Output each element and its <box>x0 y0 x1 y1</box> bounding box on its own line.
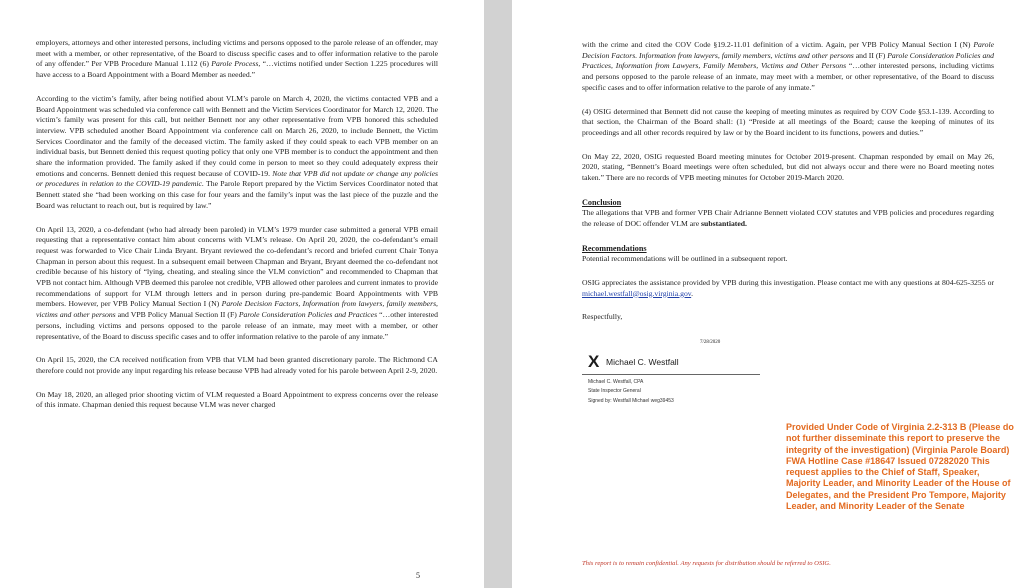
paragraph-text: On April 15, 2020, the CA received notification from VPB that VLM had been granted discretionary parole. The Richmond CA therefore could not provide any input regarding his release because VPB had already voted for his parole between April 2-9, 2020. <box>36 355 438 375</box>
paragraph-text: On April 13, 2020, a co-defendant (who had already been paroled) in VLM’s 1979 murder case submitted a general VPB email requesting that a representative contact him about concerns with VLM’s release. On April 20, 2020, the co-defendant’s email request was forwarded to Vice Chair Linda Bryant. Bryant reviewed the co-defendant’s record and briefed current Chair Tonya Chapman in person about this request. In a subsequent email between Chapman and Bryant, Bryant deemed the co-defendant not credible because of his history of “lying, cheating, and stealing since the VLM conviction” and recommended to Chapman that VPB not contact him. Although VPB deemed this parolee not credible, VPB allowed other parolees and current inmates to provide recommendations of support for VLM through letters and in person during pre-pandemic Board Appointments with VPB members. However, per VPB Policy Manual Section I (N) <box>36 224 438 309</box>
paragraph-text: On May 18, 2020, an alleged prior shooting victim of VLM requested a Board Appointment to express concerns over the release of this inmate. Chapman denied this request because VLM was never charged <box>36 389 438 410</box>
paragraph-text: On May 22, 2020, OSIG requested Board meeting minutes for October 2019-present. Chapman responded by email on May 26, 2020, stating, “Bennett’s Board meetings were often scheduled, but did not always occur and there were no Board meeting notes taken.” There are no records of VPB meeting minutes for October 2019-March 2020. <box>582 151 994 183</box>
italic-reference: Parole Process <box>211 59 259 69</box>
paragraph <box>36 225 438 343</box>
paragraph-text: with the crime and cited the COV Code §19.2-11.01 definition of a victim. Again, per VPB Policy Manual Section I (N) <box>582 40 974 49</box>
paragraph <box>36 94 438 212</box>
signer-role: State Inspector General <box>588 388 641 395</box>
italic-reference: Note that VPB did not update or change any policies or procedures in relation to the COVID-19 pandemic. <box>36 168 439 189</box>
signature-date: 7/28/2020 <box>700 340 721 346</box>
italic-reference: Parole Decision Factors. Information from lawyers, family members, victims and other persons <box>582 40 994 60</box>
italic-reference: Parole Consideration Policies and Practices, Information from Lawyers, Family Members, Victims and Other Persons <box>582 50 994 71</box>
page-number: 5 <box>416 571 420 580</box>
paragraph-text: (4) OSIG determined that Bennett did not cause the keeping of meeting minutes as required by COV Code §53.1-139. According to that section, the Chairman of the Board shall: (1) “Preside at all meetings of the Board; cause the keeping of minutes of its proceedings and all other records required by law or by the Board incident to its functions, powers and duties.” <box>582 106 994 137</box>
left-document-page <box>0 0 484 588</box>
signer-title: Michael C. Westfall, CPA <box>588 379 644 386</box>
distribution-notice: Provided Under Code of Virginia 2.2-313 B (Please do not further disseminate this report to preserve the integrity of the investigation) (Virginia Parole Board) FWA Hotline Case #18647 Issued 07282020 This request applies to the Chief of Staff, Speaker, Majority Leader, and Minority Leader of the House of Delegates, and the President Pro Tempore, Majority Leader, and Minority Leader of the Senate <box>786 422 1014 511</box>
recommendations-heading: Recommendations <box>582 243 647 253</box>
paragraph-text: and II (F) <box>853 50 888 60</box>
paragraph-text: According to the victim’s family, after being notified about VLM’s parole on March 4, 2020, the victims contacted VPB and a Board Appointment was scheduled via conference call with Bennett and the Victim Services Coordinator for March 12, 2020. The victim’s family was present for this call, but neither Bennett nor any other representative from VPB honored this scheduled interview. VPB scheduled another Board Appointment via conference call on March 26, 2020, to include Bennett, the Victim Services Coordinator and the family of the deceased victim. The family asked if they could speak to each VPB member on an individual basis, but Bennett denied this request quoting policy that only one VPB member is to conduct the appointment and then share the information provided. The family asked if they could come in person to meet so they could adequately express their emotions and concerns. Bennett denied this request because of COVID-19. <box>36 93 438 178</box>
paragraph-text: , “…victims notified under Section 1.225 procedures will have access to a Board Appointment with a Board Member as needed.” <box>36 59 438 80</box>
paragraph-text: employers, attorneys and other interested persons, including victims and persons opposed to the parole release of an offender, may meet with a member, or other representative, of the Board to discuss specific cases and to offer information relative to the parole of any offender.” Per VPB Procedure Manual 1.112 (6) <box>36 38 438 69</box>
paragraph <box>582 152 994 184</box>
paragraph <box>36 355 438 376</box>
italic-reference: Parole Consideration Policies and Practices <box>238 310 378 320</box>
conclusion-heading: Conclusion <box>582 197 622 207</box>
substantiated-label: substantiated. <box>701 218 747 228</box>
paragraph <box>36 38 438 81</box>
recommendations-text: Potential recommendations will be outlined in a subsequent report. <box>582 254 788 264</box>
signature-line <box>582 350 760 375</box>
closing-text: Respectfully, <box>582 312 623 322</box>
signer-name: Michael C. Westfall <box>606 357 679 368</box>
paragraph <box>36 390 438 411</box>
conclusion-text: The allegations that VPB and former VPB Chair Adrianne Bennett violated COV statutes and VPB policies and procedures regarding the release of DOC offender VLM are substantiated. <box>582 208 994 228</box>
signed-by-line: Signed by: Westfall Michael weg39453 <box>588 398 674 405</box>
paragraph-text: “…other interested persons, including victims and persons opposed to the parole release of an inmate, may meet with a member, or other representative, of the Board to discuss specific cases and to offer information relative to the parole of any inmate.” <box>36 310 438 341</box>
signature-x-mark: X <box>588 352 600 372</box>
italic-reference: Parole Decision Factors, Information from lawyers, family members, victims and other persons <box>36 299 438 320</box>
confidential-footer: This report is to remain confidential. Any requests for distribution should be referred to OSIG. <box>582 560 831 567</box>
signature-block <box>582 312 994 430</box>
paragraph-text: “…other interested persons, including victims and persons opposed to the parole release of an inmate, may meet with a member, or other representative, of the Board to discuss specific cases and to offer information relative to the parole of any inmate.” <box>582 61 994 92</box>
paragraph-text: and VPB Policy Manual Section II (F) <box>115 310 239 320</box>
paragraph-text: The Parole Report prepared by the Victim Services Coordinator noted that Bennett stated she “had been working on this case for four years and the family’s input was the last piece of the puzzle and the Board was reluctant to reach out, but is required by law.” <box>36 179 439 210</box>
contact-paragraph: OSIG appreciates the assistance provided by VPB during this investigation. Please contact me with any questions at 804-625-3255 or michael.westfall@osig.virginia.gov. <box>582 277 994 298</box>
contact-email-link[interactable]: michael.westfall@osig.virginia.gov <box>582 288 692 298</box>
paragraph <box>582 107 994 139</box>
paragraph <box>582 40 994 94</box>
